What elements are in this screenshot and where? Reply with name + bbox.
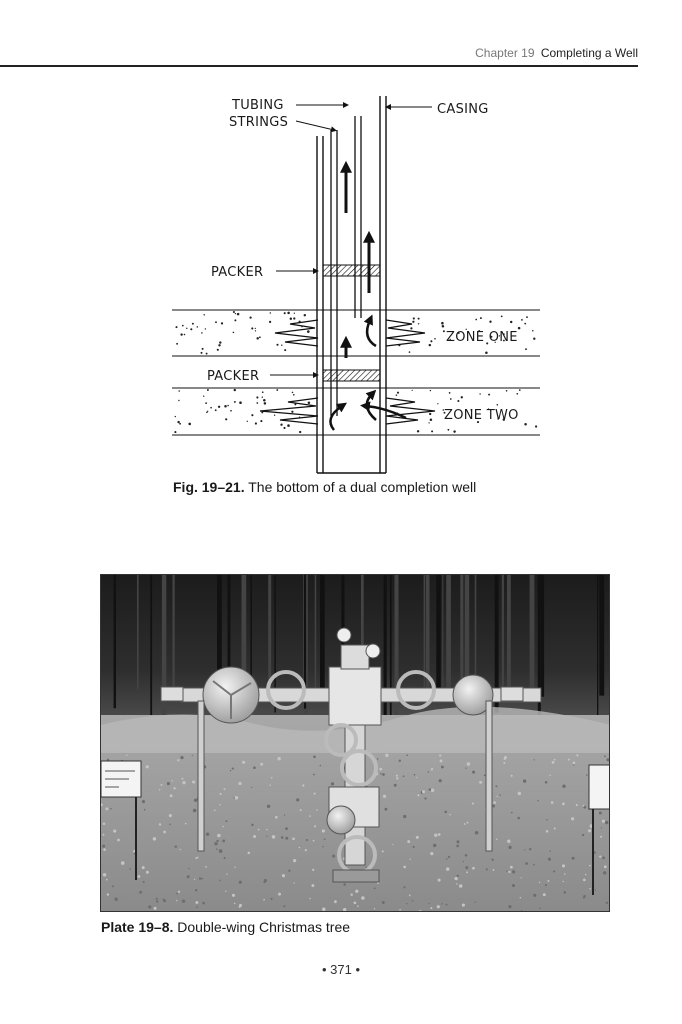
zone-one-label: ZONE ONE [446,330,518,345]
running-head [0,46,638,60]
header-rule [0,65,638,67]
packer-upper-label: PACKER [211,265,264,280]
plate-caption-number: Plate 19–8. [101,919,174,935]
figure-caption-number: Fig. 19–21. [173,479,245,495]
packer-lower [323,370,380,381]
chapter-title: Completing a Well [540,46,638,60]
page-number: • 371 • [321,962,361,977]
tubing-strings-label-line2: STRINGS [229,115,289,130]
packer-upper [323,265,380,276]
casing [317,96,386,473]
christmas-tree-photo [100,574,610,912]
plate-caption [101,919,350,935]
tubing-strings-label-line1: TUBING [232,98,284,113]
flow-arrows [330,168,406,430]
packer-lower-label: PACKER [207,369,260,384]
plate-caption-text: Double-wing Christmas tree [177,919,351,935]
figure-caption-text: The bottom of a dual completion well [248,479,477,495]
leader-lines [270,105,432,375]
casing-label: CASING [437,102,489,117]
figure-caption [173,479,476,495]
zone-two-label: ZONE TWO [444,408,519,423]
chapter-number: Chapter 19 [475,46,535,60]
dual-completion-diagram [150,88,550,478]
